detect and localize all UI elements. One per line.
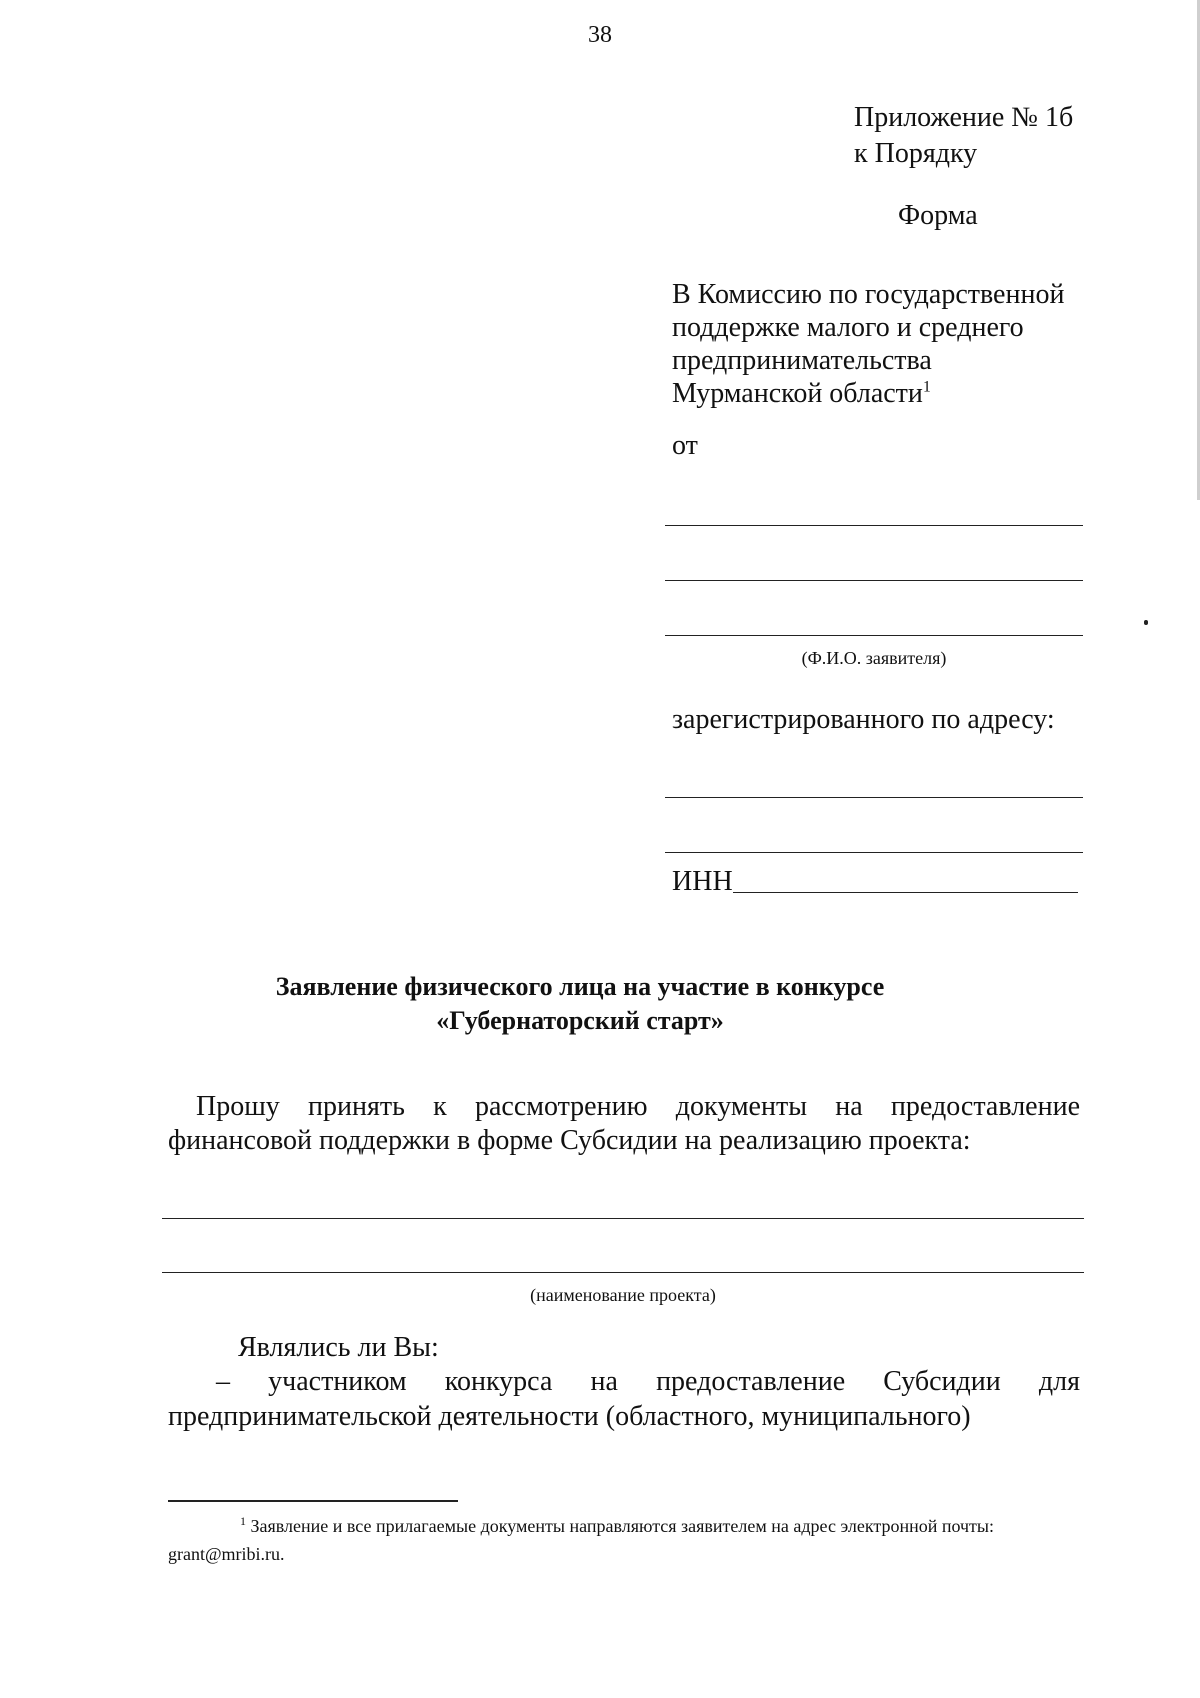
appendix-reference bbox=[854, 100, 1073, 172]
appendix-line-2: к Порядку bbox=[854, 138, 978, 169]
footnote-text: Заявление и все прилагаемые документы направляются заявителем на адрес электронной почты: grant@mribi.ru. bbox=[168, 1516, 995, 1564]
footnote-reference: 1 bbox=[922, 378, 931, 396]
project-name-caption: (наименование проекта) bbox=[530, 1285, 716, 1305]
recipient-line-3: предпринимательства bbox=[672, 345, 932, 376]
document-title bbox=[0, 970, 1160, 1038]
applicant-name-line-1[interactable] bbox=[665, 525, 1083, 526]
bullet-item: – участником конкурса на предоставление Субсидии для предпринимательской деятельности (областного, муниципального) bbox=[168, 1366, 1080, 1432]
recipient-line-4 bbox=[672, 377, 1112, 410]
footnote-mark: 1 bbox=[240, 1514, 246, 1528]
page-number: 38 bbox=[588, 22, 612, 48]
document-title-line-1: Заявление физического лица на участие в конкурсе bbox=[275, 972, 885, 1001]
document-title-line-2: «Губернаторский старт» bbox=[436, 1006, 724, 1035]
from-label: от bbox=[672, 430, 698, 461]
recipient-line-2: поддержке малого и среднего bbox=[672, 312, 1024, 343]
address-line-2[interactable] bbox=[665, 852, 1083, 853]
inn-label: ИНН bbox=[672, 866, 733, 897]
project-name-line-1[interactable] bbox=[162, 1218, 1084, 1219]
form-label: Форма bbox=[898, 200, 978, 231]
address-line-1[interactable] bbox=[665, 797, 1083, 798]
recipient-line-1: В Комиссию по государственной bbox=[672, 279, 1065, 310]
scan-speck bbox=[1144, 620, 1148, 625]
footnote-separator bbox=[168, 1500, 458, 1502]
address-label: зарегистрированного по адресу: bbox=[672, 704, 1055, 735]
question-text: Являлись ли Вы: bbox=[238, 1332, 439, 1363]
request-paragraph: Прошу принять к рассмотрению документы на предоставление финансовой поддержки в форме Субсидии на реализацию проекта: bbox=[168, 1091, 1080, 1156]
project-name-line-2[interactable] bbox=[162, 1272, 1084, 1273]
applicant-name-line-2[interactable] bbox=[665, 580, 1083, 581]
applicant-name-caption: (Ф.И.О. заявителя) bbox=[801, 648, 947, 668]
appendix-line-1: Приложение № 1б bbox=[854, 102, 1074, 133]
inn-line[interactable] bbox=[733, 892, 1078, 893]
recipient-region: Мурманской области bbox=[672, 378, 923, 409]
footnote bbox=[168, 1512, 1068, 1568]
applicant-name-line-3[interactable] bbox=[665, 635, 1083, 636]
recipient-block bbox=[672, 278, 1112, 410]
